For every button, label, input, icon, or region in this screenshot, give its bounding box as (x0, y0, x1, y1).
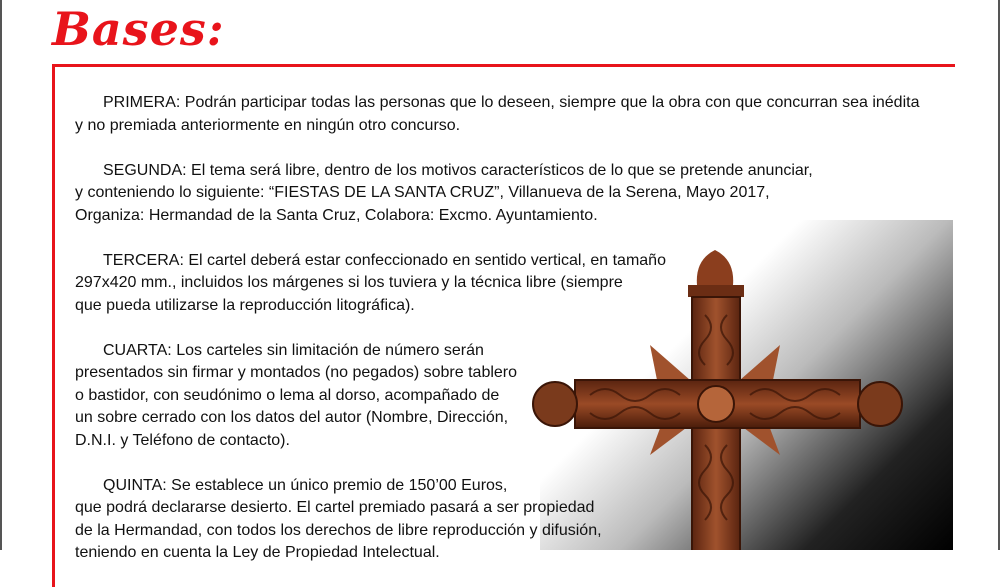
paragraph-cuarta (75, 340, 919, 453)
text-line: SEGUNDA: El tema será libre, dentro de los motivos característicos de lo que se pretende anunciar, (103, 161, 813, 179)
text-line: que pueda utilizarse la reproducción litográfica). (75, 296, 415, 314)
text-line: y conteniendo lo siguiente: “FIESTAS DE LA SANTA CRUZ”, Villanueva de la Serena, Mayo 2017, (75, 184, 770, 201)
bases-text (75, 92, 919, 587)
text-line: D.N.I. y Teléfono de contacto). (75, 431, 290, 449)
page-title: Bases: (52, 2, 225, 56)
text-line: o bastidor, con seudónimo o lema al dorso, acompañado de (75, 386, 500, 404)
text-line: TERCERA: El cartel deberá estar confeccionado en sentido vertical, en tamaño (103, 251, 666, 269)
text-line: QUINTA: Se establece un único premio de 150’00 Euros, (103, 476, 508, 494)
text-line: que podrá declararse desierto. El cartel premiado pasará a ser propiedad (75, 499, 595, 516)
text-line: PRIMERA: Podrán participar todas las personas que lo deseen, siempre que la obra con que concurran sea inédita (103, 94, 920, 111)
text-line: CUARTA: Los carteles sin limitación de número serán (103, 341, 484, 359)
paragraph-segunda (75, 160, 919, 228)
text-line: 297x420 mm., incluidos los márgenes si los tuviera y la técnica libre (siempre (75, 274, 623, 291)
paragraph-primera (75, 92, 919, 137)
text-line: y no premiada anteriormente en ningún otro concurso. (75, 116, 461, 134)
paragraph-quinta (75, 475, 919, 565)
text-line: de la Hermandad, con todos los derechos de libre reproducción y difusión, (75, 521, 602, 539)
text-line: Organiza: Hermandad de la Santa Cruz, Colabora: Excmo. Ayuntamiento. (75, 206, 598, 224)
text-line: presentados sin firmar y montados (no pegados) sobre tablero (75, 364, 518, 381)
text-line: teniendo en cuenta la Ley de Propiedad Intelectual. (75, 544, 440, 561)
paragraph-tercera (75, 250, 919, 318)
page-edge-left (0, 0, 2, 550)
text-line: un sobre cerrado con los datos del autor (Nombre, Dirección, (75, 409, 509, 426)
